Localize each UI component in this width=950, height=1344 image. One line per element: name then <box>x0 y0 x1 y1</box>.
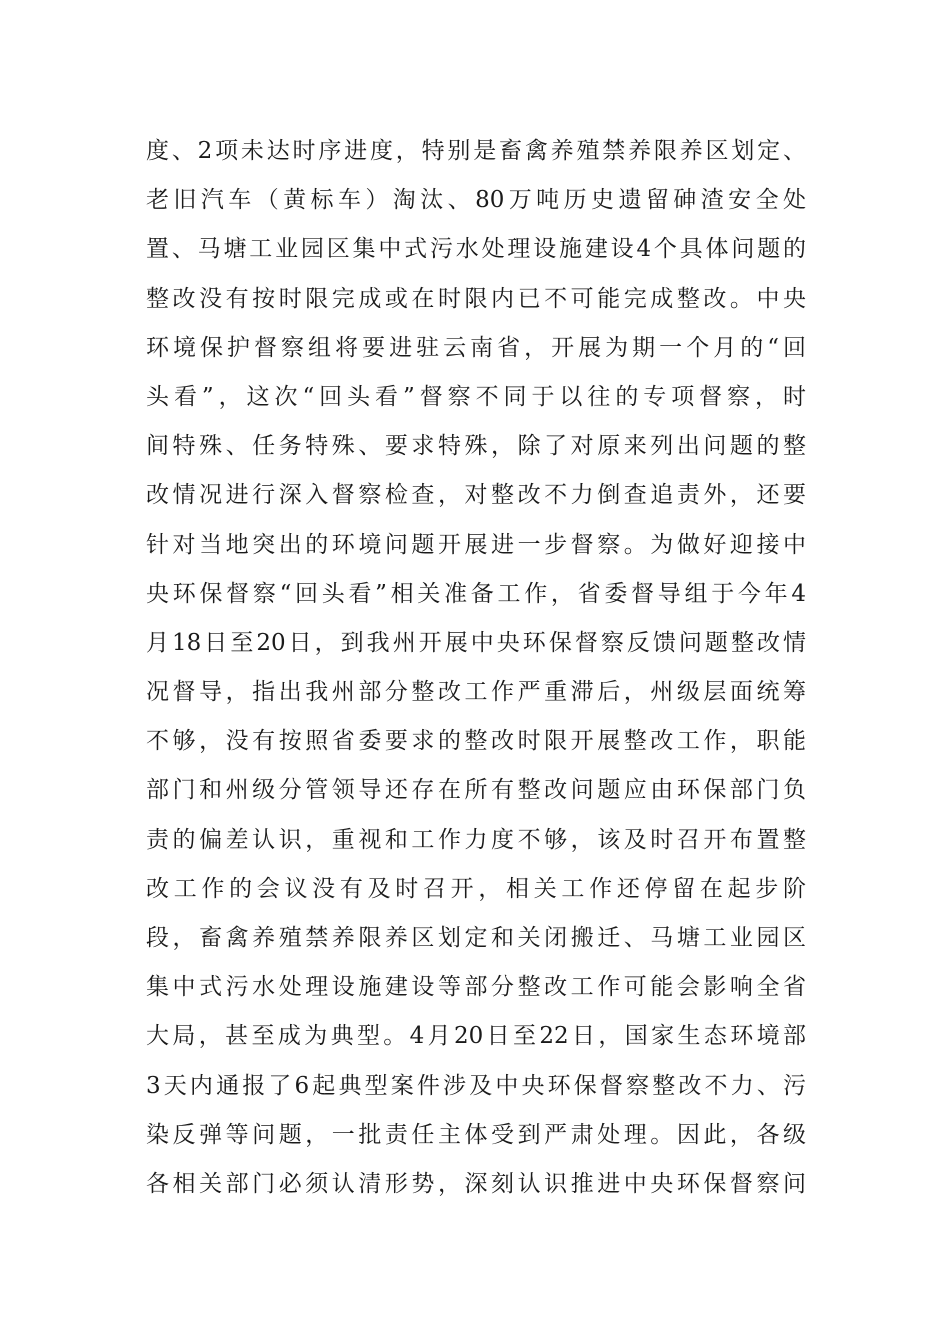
text-line: 头看”，这次“回头看”督察不同于以往的专项督察，时 <box>146 383 806 410</box>
body-text <box>146 131 806 1213</box>
text-line: 改情况进行深入督察检查，对整改不力倒查追责外，还要 <box>146 482 806 509</box>
text-line: 各相关部门必须认清形势，深刻认识推进中央环保督察问 <box>146 1170 806 1197</box>
text-line: 3天内通报了6起典型案件涉及中央环保督察整改不力、污 <box>146 1072 806 1099</box>
text-line: 集中式污水处理设施建设等部分整改工作可能会影响全省 <box>146 974 806 1001</box>
text-line: 度、2项未达时序进度，特别是畜禽养殖禁养限养区划定、 <box>146 138 806 164</box>
text-line: 老旧汽车（黄标车）淘汰、80万吨历史遗留砷渣安全处 <box>146 187 806 214</box>
text-line: 改工作的会议没有及时召开，相关工作还停留在起步阶 <box>146 875 806 902</box>
text-line: 央环保督察“回头看”相关准备工作，省委督导组于今年4 <box>146 580 806 607</box>
text-line: 段，畜禽养殖禁养限养区划定和关闭搬迁、马塘工业园区 <box>146 925 806 951</box>
text-line: 置、马塘工业园区集中式污水处理设施建设4个具体问题的 <box>146 236 806 263</box>
text-line: 不够，没有按照省委要求的整改时限开展整改工作，职能 <box>146 728 806 755</box>
text-line: 间特殊、任务特殊、要求特殊，除了对原来列出问题的整 <box>146 433 806 460</box>
text-line: 针对当地突出的环境问题开展进一步督察。为做好迎接中 <box>146 531 806 558</box>
text-line: 部门和州级分管领导还存在所有整改问题应由环保部门负 <box>146 777 806 804</box>
text-line: 染反弹等问题，一批责任主体受到严肃处理。因此，各级 <box>146 1121 806 1148</box>
text-line: 大局，甚至成为典型。4月20日至22日，国家生态环境部 <box>146 1023 806 1050</box>
text-line: 环境保护督察组将要进驻云南省，开展为期一个月的“回 <box>146 334 806 361</box>
text-line: 况督导，指出我州部分整改工作严重滞后，州级层面统筹 <box>146 679 806 706</box>
text-line: 整改没有按时限完成或在时限内已不可能完成整改。中央 <box>146 285 806 312</box>
text-line: 责的偏差认识，重视和工作力度不够，该及时召开布置整 <box>146 826 806 853</box>
text-line: 月18日至20日，到我州开展中央环保督察反馈问题整改情 <box>146 629 806 656</box>
